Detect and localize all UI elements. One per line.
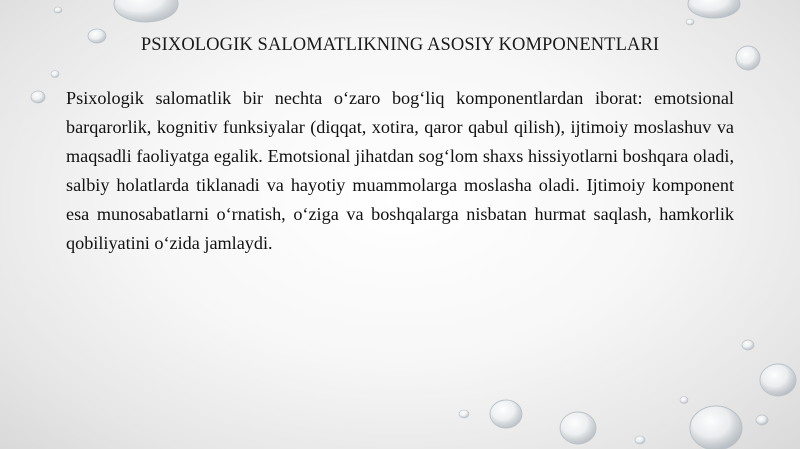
slide-title: PSIXOLOGIK SALOMATLIKNING ASOSIY KOMPONENTLARI (140, 35, 660, 55)
droplet-cluster-bottom-right (459, 340, 796, 449)
slide-body-text: Psixologik salomatlik bir nechta o‘zaro bog‘liq komponentlardan iborat: emotsional barqarorlik, kognitiv funksiyalar (diqqat, xotira, qaror qabul qilish), ijtimoiy moslashuv va maqsadli faoliyatga egalik. Emotsional jihatdan sog‘lom shaxs hissiyotlarni boshqara oladi, salbiy holatlarda tiklanadi va hayotiy muammolarga moslasha oladi. Ijtimoiy komponent esa munosabatlarni o‘rnatish, o‘ziga va boshqalarga nisbatan hurmat saqlash, hamkorlik qobiliyatini o‘zida jamlaydi. (66, 88, 734, 253)
